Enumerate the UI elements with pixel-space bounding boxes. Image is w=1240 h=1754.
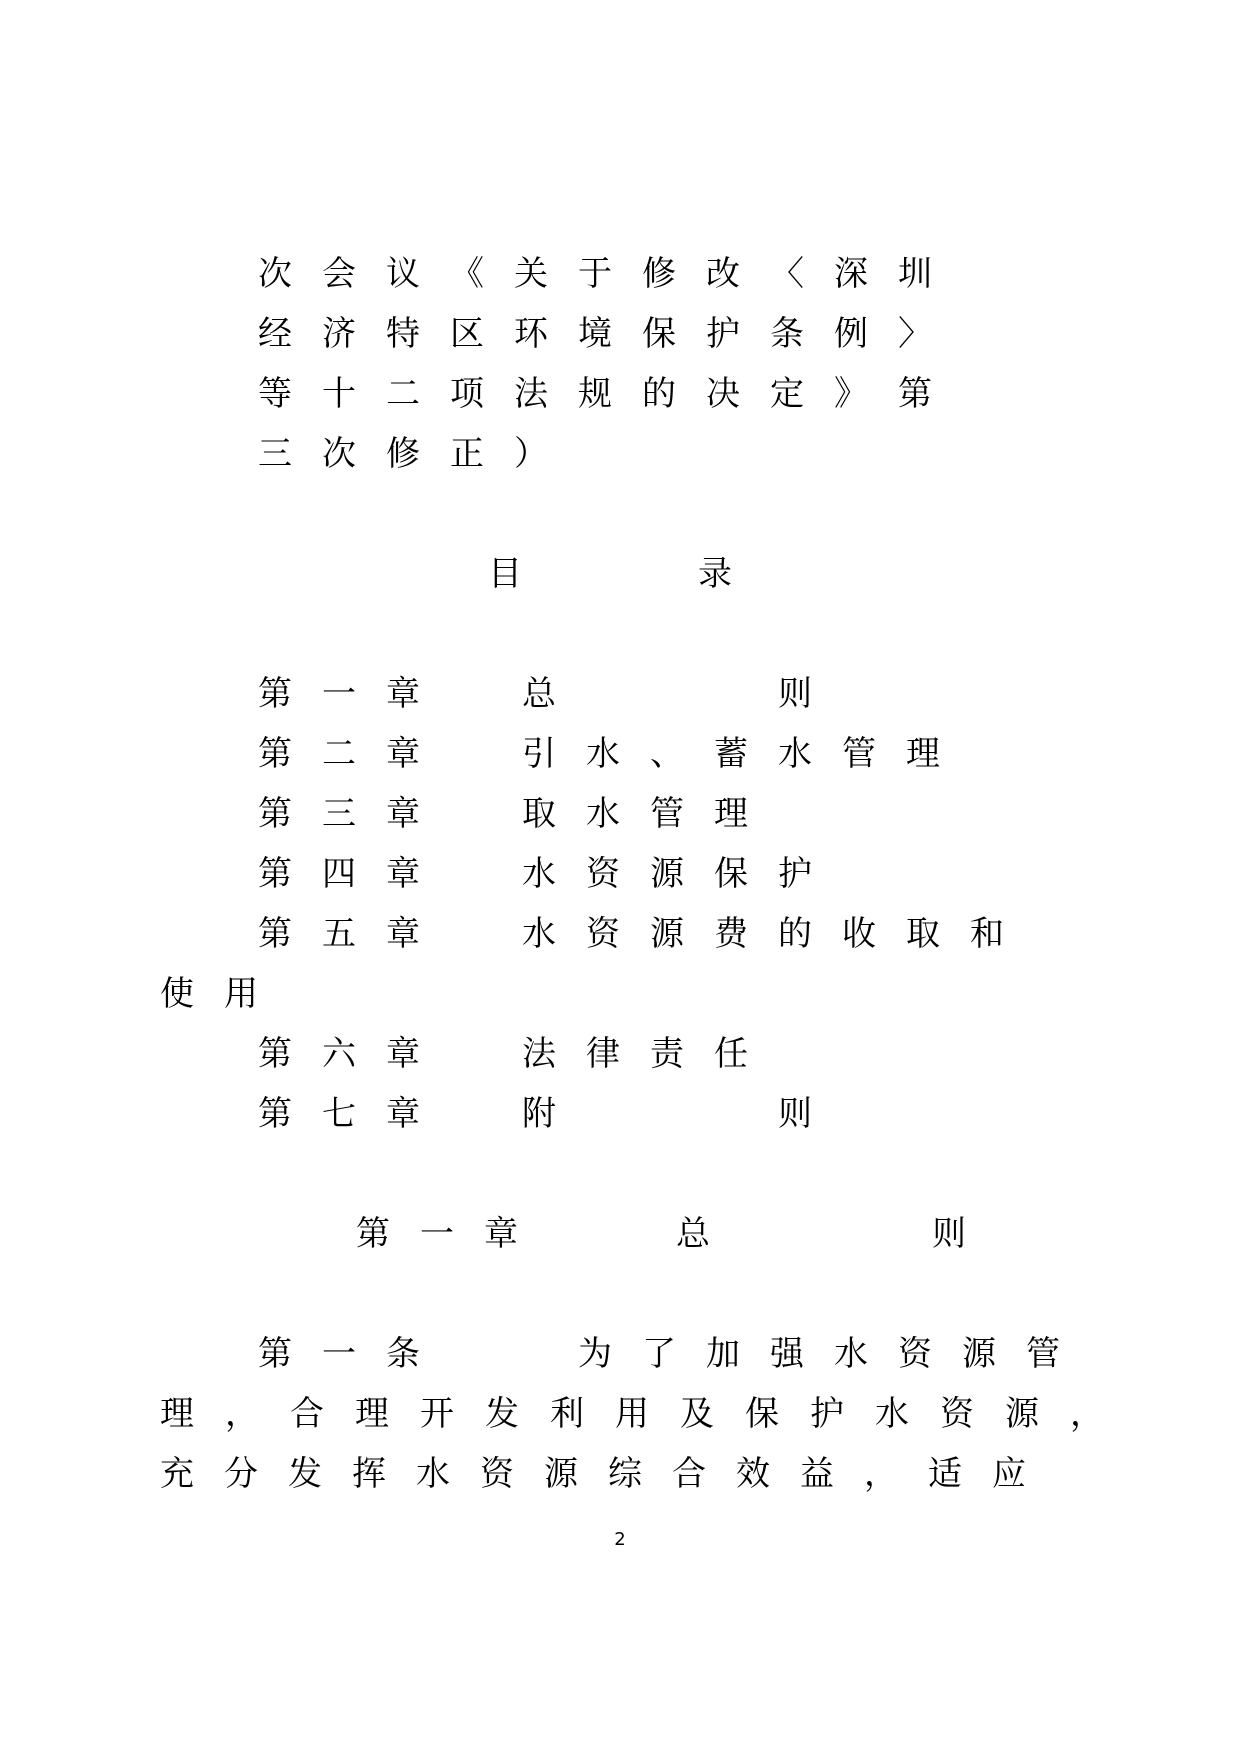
preamble-line: 次会议《关于修改〈深圳 xyxy=(258,254,962,294)
preamble-line: 三次修正） xyxy=(258,434,578,474)
toc-chapter-title: 取水管理 xyxy=(522,794,778,834)
toc-chapter-title: 水资源保护 xyxy=(522,854,842,894)
toc-chapter-number: 第三章 xyxy=(258,794,450,834)
toc-chapter-title: 法律责任 xyxy=(522,1034,778,1074)
preamble-line: 等十二项法规的决定》第 xyxy=(258,374,962,414)
toc-chapter-title: 总 则 xyxy=(522,674,842,714)
toc-chapter-number: 第一章 xyxy=(258,674,450,714)
page-number: 2 xyxy=(614,1529,626,1550)
toc-chapter-title: 引水、蓄水管理 xyxy=(522,734,970,774)
toc-chapter-number: 第六章 xyxy=(258,1034,450,1074)
article-line: 充分发挥水资源综合效益，适应 xyxy=(160,1454,1056,1494)
chapter-heading: 第一章 总 则 xyxy=(356,1214,996,1254)
toc-chapter-title: 附 则 xyxy=(522,1094,842,1134)
preamble-line: 经济特区环境保护条例〉 xyxy=(258,314,962,354)
toc-chapter-number: 第五章 xyxy=(258,914,450,954)
toc-chapter-number: 第四章 xyxy=(258,854,450,894)
toc-chapter-number: 第二章 xyxy=(258,734,450,774)
toc-chapter-number: 第七章 xyxy=(258,1094,450,1134)
toc-chapter-title-continuation: 使用 xyxy=(160,974,288,1014)
toc-heading: 目 录 xyxy=(488,554,768,594)
toc-chapter-title: 水资源费的收取和 xyxy=(522,914,1034,954)
article-line: 第一条 为了加强水资源管 xyxy=(258,1334,1090,1374)
article-line: 理，合理开发利用及保护水资源， xyxy=(160,1394,1135,1434)
